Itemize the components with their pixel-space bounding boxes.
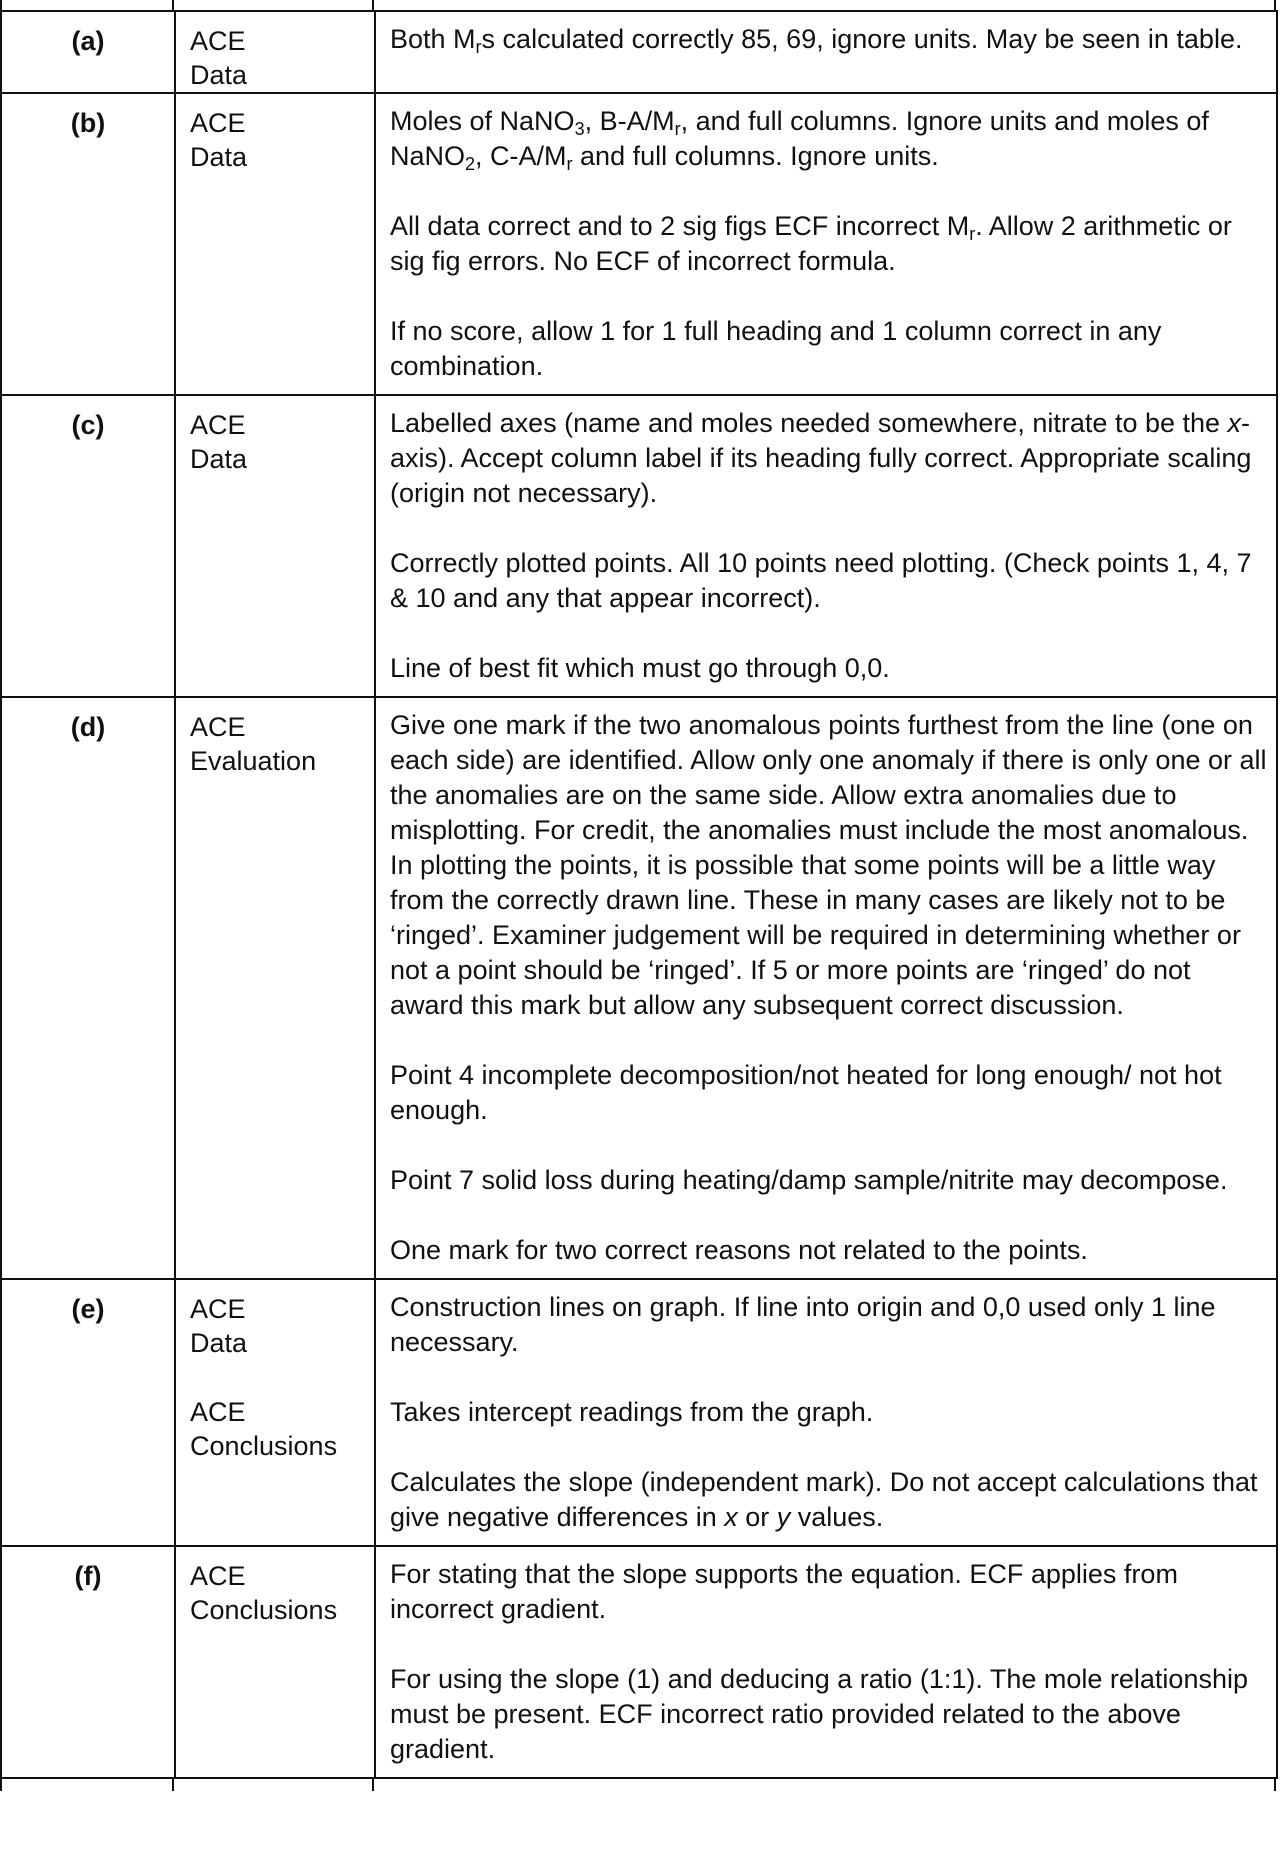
guidance-paragraph: One mark for two correct reasons not related to the points. — [390, 1235, 1088, 1265]
table-bottom-continuation — [0, 1779, 1276, 1791]
category-line: ACE — [190, 1294, 246, 1324]
category-block — [190, 1395, 374, 1463]
guidance-paragraph: For using the slope (1) and deducing a ratio (1:1). The mole relationship must be present. ECF incorrect ratio provided related to the above gradient. — [390, 1664, 1248, 1764]
category-line: Data — [190, 1328, 248, 1358]
guidance-paragraph: Line of best fit which must go through 0,0. — [390, 653, 890, 683]
table-row — [1, 1279, 1277, 1546]
assessment-category — [175, 395, 375, 697]
category-block — [190, 710, 374, 778]
guidance-paragraph: Labelled axes (name and moles needed somewhere, nitrate to be the x-axis). Accept column label if its heading fully correct. Appropriate scaling (origin not necessary). — [390, 408, 1252, 508]
category-line: ACE — [190, 410, 246, 440]
part-label: (e) — [1, 1279, 175, 1546]
category-line: ACE — [190, 712, 246, 742]
category-line: ACE — [190, 108, 246, 138]
marking-guidance — [375, 93, 1277, 395]
table-row — [1, 1546, 1277, 1778]
part-label: (f) — [1, 1546, 175, 1778]
category-block — [190, 1292, 374, 1360]
guidance-paragraph: Takes intercept readings from the graph. — [390, 1397, 874, 1427]
mark-scheme-body — [1, 11, 1277, 1778]
marking-guidance — [375, 11, 1277, 93]
guidance-paragraph: Calculates the slope (independent mark). Do not accept calculations that give negative differences in x or y values. — [390, 1467, 1258, 1532]
category-line: Data — [190, 60, 248, 90]
category-line: Conclusions — [190, 1595, 338, 1625]
part-label: (c) — [1, 395, 175, 697]
marking-guidance — [375, 1279, 1277, 1546]
category-block — [190, 408, 374, 476]
assessment-category — [175, 11, 375, 93]
category-line: ACE — [190, 1561, 246, 1591]
part-label: (b) — [1, 93, 175, 395]
guidance-paragraph: Give one mark if the two anomalous points furthest from the line (one on each side) are identified. Allow only one anomaly if there is only one or all the anomalies are on the same side. Allow extra anomalies due to misplotting. For credit, the anomalies must include the most anomalous. In plotting the points, it is possible that some points will be a little way from the correctly drawn line. These in many cases are likely not to be ‘ringed’. Examiner judgement will be required in determining whether or not a point should be ‘ringed’. If 5 or more points are ‘ringed’ do not award this mark but allow any subsequent correct discussion. — [390, 710, 1267, 1020]
category-line: Data — [190, 444, 248, 474]
table-row — [1, 11, 1277, 93]
guidance-paragraph: For stating that the slope supports the equation. ECF applies from incorrect gradient. — [390, 1559, 1178, 1624]
category-line: Evaluation — [190, 746, 317, 776]
guidance-paragraph: Point 7 solid loss during heating/damp sample/nitrite may decompose. — [390, 1165, 1228, 1195]
mark-scheme-table — [0, 10, 1278, 1779]
assessment-category — [175, 93, 375, 395]
guidance-paragraph: Both $M_rs$ calculated correctly 85, 69, ignore units. May be seen in table. — [390, 24, 1243, 57]
table-row — [1, 395, 1277, 697]
guidance-paragraph: Moles of NaNO$_3$, $B-A/M_r$, and full columns. Ignore units and moles of NaNO$_2$, $C-A/M_r$ and full columns. Ignore units. — [390, 106, 1209, 174]
category-block — [190, 24, 374, 92]
table-top-continuation — [0, 0, 1276, 10]
category-block — [190, 1559, 374, 1627]
assessment-category — [175, 1279, 375, 1546]
marking-guidance — [375, 1546, 1277, 1778]
guidance-paragraph: Point 4 incomplete decomposition/not heated for long enough/ not hot enough. — [390, 1060, 1222, 1125]
part-label: (d) — [1, 697, 175, 1279]
category-block — [190, 106, 374, 174]
category-line: ACE — [190, 1397, 246, 1427]
marking-guidance — [375, 697, 1277, 1279]
part-label: (a) — [1, 11, 175, 93]
table-row — [1, 697, 1277, 1279]
table-row — [1, 93, 1277, 395]
category-line: Data — [190, 142, 248, 172]
guidance-paragraph: Construction lines on graph. If line into origin and 0,0 used only 1 line necessary. — [390, 1292, 1216, 1357]
category-line: ACE — [190, 26, 246, 56]
assessment-category — [175, 1546, 375, 1778]
guidance-paragraph: Correctly plotted points. All 10 points need plotting. (Check points 1, 4, 7 & 10 and any that appear incorrect). — [390, 548, 1252, 613]
assessment-category — [175, 697, 375, 1279]
marking-guidance — [375, 395, 1277, 697]
guidance-paragraph: All data correct and to 2 sig figs ECF incorrect $M_r$. Allow 2 arithmetic or sig fig errors. No ECF of incorrect formula. — [390, 211, 1232, 276]
category-line: Conclusions — [190, 1431, 338, 1461]
guidance-paragraph: If no score, allow 1 for 1 full heading and 1 column correct in any combination. — [390, 316, 1162, 381]
